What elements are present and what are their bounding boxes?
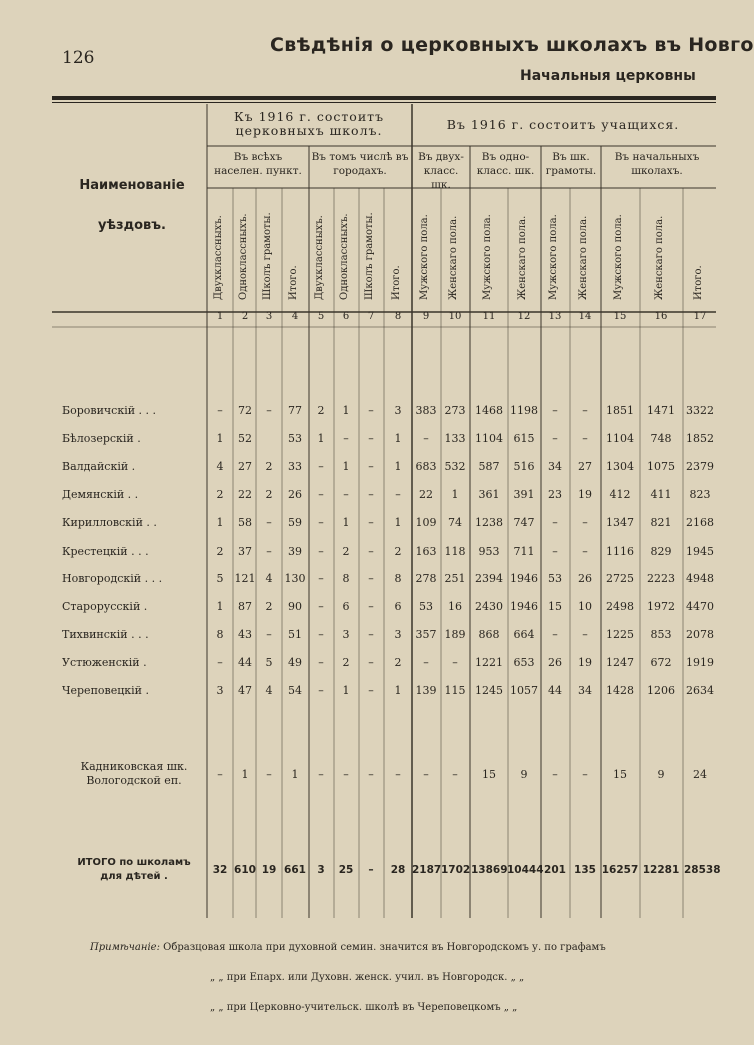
table-cell: 2223 [647, 572, 675, 585]
table-cell: 1972 [647, 600, 675, 613]
special-row-cell: – [452, 768, 458, 781]
table-cell: 54 [288, 684, 302, 697]
table-cell: 1946 [510, 600, 538, 613]
table-cell: – [552, 628, 558, 641]
column-number-13: 13 [548, 311, 562, 322]
table-cell: 115 [444, 684, 466, 697]
table-cell: 821 [650, 516, 672, 529]
table-cell: – [318, 628, 324, 641]
table-cell: 121 [234, 572, 256, 585]
special-row-cell: – [217, 768, 223, 781]
table-cell: – [368, 600, 374, 613]
table-cell: 587 [478, 460, 500, 473]
table-cell: 19 [578, 656, 592, 669]
table-cell: 44 [548, 684, 562, 697]
total-row-cell: 135 [574, 864, 596, 876]
column-header-1: Двухклассныхъ. [213, 215, 224, 300]
table-cell: 53 [288, 432, 302, 445]
table-cell: 1 [451, 488, 459, 501]
table-cell: 59 [288, 516, 302, 529]
table-cell: 8 [342, 572, 350, 585]
table-cell: – [318, 545, 324, 558]
table-row-name: Демянскій . . [62, 488, 139, 501]
table-cell: – [343, 488, 349, 501]
table-cell: 1945 [686, 545, 714, 558]
total-row-cell: 16257 [601, 864, 639, 876]
total-row-cell: 19 [261, 864, 277, 876]
subheader-literacy: Въ шк. грамоты. [545, 151, 597, 177]
table-cell: 1 [394, 684, 402, 697]
table-cell: 52 [238, 432, 252, 445]
page-subtitle: Начальныя церковны [520, 68, 696, 84]
table-cell: 2 [265, 460, 273, 473]
column-header-3: Школъ грамоты. [262, 212, 273, 300]
table-cell: 1 [394, 460, 402, 473]
table-row-name: Устюженскій . [62, 656, 147, 669]
table-cell: 39 [288, 545, 302, 558]
table-cell: 2394 [475, 572, 503, 585]
column-number-9: 9 [422, 311, 430, 322]
table-cell: 1 [342, 516, 350, 529]
column-number-12: 12 [517, 311, 531, 322]
table-cell: 4 [216, 460, 224, 473]
table-cell: 1 [342, 460, 350, 473]
special-row-cell: 15 [613, 768, 627, 781]
special-row-cell: – [582, 768, 588, 781]
column-header-7: Школъ грамоты. [364, 212, 375, 300]
table-cell: – [266, 404, 272, 417]
table-cell: 2 [342, 656, 350, 669]
table-cell: 37 [238, 545, 252, 558]
subheader-all-settlements: Въ всѣхъ населен. пункт. [214, 151, 302, 177]
table-cell: 34 [548, 460, 562, 473]
table-cell: 15 [548, 600, 562, 613]
table-cell: 1 [342, 684, 350, 697]
table-cell: 1104 [606, 432, 634, 445]
table-cell: 47 [238, 684, 252, 697]
name-column-header-2: уѣздовъ. [98, 218, 166, 233]
table-cell: – [582, 628, 588, 641]
table-cell: 6 [394, 600, 402, 613]
table-cell: 1 [216, 600, 224, 613]
table-cell: 26 [548, 656, 562, 669]
table-cell: 383 [415, 404, 437, 417]
subheader-in-towns: Въ томъ числѣ въ городахъ. [311, 151, 409, 177]
table-cell: – [368, 628, 374, 641]
column-number-1: 1 [216, 311, 224, 322]
table-cell: – [368, 572, 374, 585]
table-cell: 829 [650, 545, 672, 558]
table-cell: 3 [342, 628, 350, 641]
note-text-1: Образцовая школа при духовной семин. значится въ Новгородскомъ у. по графамъ [163, 942, 606, 953]
table-cell: 49 [288, 656, 302, 669]
column-number-17: 17 [693, 311, 707, 322]
table-cell: 683 [415, 460, 437, 473]
table-cell: 2 [394, 545, 402, 558]
table-cell: 2 [394, 656, 402, 669]
table-cell: 3 [394, 628, 402, 641]
table-cell: 391 [513, 488, 535, 501]
table-cell: 22 [238, 488, 252, 501]
column-header-12: Женскаго пола. [517, 215, 528, 300]
column-header-5: Двухклассныхъ. [314, 215, 325, 300]
table-cell: 251 [444, 572, 466, 585]
table-cell: 2634 [686, 684, 714, 697]
table-cell: 90 [288, 600, 302, 613]
table-cell: – [552, 404, 558, 417]
table-cell: – [582, 516, 588, 529]
table-cell: – [582, 432, 588, 445]
table-cell: 72 [238, 404, 252, 417]
table-cell: – [318, 488, 324, 501]
table-cell: 139 [415, 684, 437, 697]
table-cell: 748 [650, 432, 672, 445]
table-cell: 4948 [686, 572, 714, 585]
page-number: 126 [62, 48, 95, 68]
table-cell: – [266, 545, 272, 558]
total-row-cell: 610 [234, 864, 256, 876]
table-cell: 1245 [475, 684, 503, 697]
column-number-6: 6 [342, 311, 350, 322]
special-row-cell: – [423, 768, 429, 781]
table-cell: 87 [238, 600, 252, 613]
column-number-3: 3 [265, 311, 273, 322]
total-row-cell: 25 [338, 864, 354, 876]
special-row-cell: 9 [520, 768, 528, 781]
table-cell: – [318, 572, 324, 585]
table-cell: 26 [578, 572, 592, 585]
table-cell: 1304 [606, 460, 634, 473]
table-cell: 5 [265, 656, 273, 669]
total-row-cell: 661 [284, 864, 306, 876]
column-header-6: Одноклассныхъ. [339, 213, 350, 300]
subheader-primary: Въ начальныхъ школахъ. [614, 151, 700, 177]
column-number-11: 11 [482, 311, 496, 322]
table-cell: – [318, 600, 324, 613]
table-cell: 4470 [686, 600, 714, 613]
table-cell: 361 [478, 488, 500, 501]
table-cell: – [368, 684, 374, 697]
table-cell: 953 [478, 545, 500, 558]
table-cell: 33 [288, 460, 302, 473]
column-number-7: 7 [367, 311, 375, 322]
table-row-name: Бѣлозерскій . [62, 432, 141, 445]
table-cell: 74 [448, 516, 462, 529]
table-cell: 823 [689, 488, 711, 501]
table-cell: 27 [238, 460, 252, 473]
table-cell: 1221 [475, 656, 503, 669]
table-cell: 273 [444, 404, 466, 417]
table-cell: 16 [448, 600, 462, 613]
header-rule-thin [52, 102, 716, 103]
table-cell: 1851 [606, 404, 634, 417]
table-cell: 747 [513, 516, 535, 529]
table-cell: 27 [578, 460, 592, 473]
special-row-cell: – [395, 768, 401, 781]
table-cell: 4 [265, 572, 273, 585]
column-header-2: Одноклассныхъ. [238, 213, 249, 300]
table-cell: 1471 [647, 404, 675, 417]
table-cell: 2498 [606, 600, 634, 613]
table-cell: – [582, 404, 588, 417]
total-row-cell: – [368, 864, 374, 876]
table-cell: – [217, 656, 223, 669]
special-row-cell: – [368, 768, 374, 781]
table-cell: 163 [415, 545, 437, 558]
table-cell: 23 [548, 488, 562, 501]
total-row-cell: 10444 [507, 864, 544, 876]
table-cell: 77 [288, 404, 302, 417]
subheader-one-class: Въ одно-класс. шк. [476, 151, 535, 177]
table-cell: 5 [216, 572, 224, 585]
table-cell: 1225 [606, 628, 634, 641]
table-cell: 44 [238, 656, 252, 669]
page-title: Свѣдѣнія о церковныхъ школахъ въ Новго [270, 34, 754, 56]
column-header-8: Итого. [391, 265, 402, 300]
table-cell: 1919 [686, 656, 714, 669]
table-cell: 3 [216, 684, 224, 697]
table-cell: – [423, 432, 429, 445]
table-cell: 711 [513, 545, 535, 558]
table-cell: 1206 [647, 684, 675, 697]
table-cell: 130 [284, 572, 306, 585]
table-cell: 22 [419, 488, 433, 501]
table-cell: 2 [265, 488, 273, 501]
table-cell: 1 [342, 404, 350, 417]
table-cell: 1 [216, 432, 224, 445]
column-number-5: 5 [317, 311, 325, 322]
table-cell: 357 [415, 628, 437, 641]
table-cell: – [318, 684, 324, 697]
subheader-two-class: Въ двух-класс. шк. [418, 151, 464, 191]
table-cell: 1 [317, 432, 325, 445]
table-cell: 26 [288, 488, 302, 501]
table-cell: – [368, 460, 374, 473]
column-header-13: Мужского пола. [548, 214, 559, 300]
total-row-cell: 32 [212, 864, 228, 876]
table-cell: 6 [342, 600, 350, 613]
table-cell: 2 [216, 545, 224, 558]
column-header-4: Итого. [288, 265, 299, 300]
table-cell: 1247 [606, 656, 634, 669]
table-cell: – [343, 432, 349, 445]
table-cell: 19 [578, 488, 592, 501]
table-cell: 532 [444, 460, 466, 473]
column-number-4: 4 [291, 311, 299, 322]
table-cell: – [266, 628, 272, 641]
note-line-3: „ „ при Церковно-учительск. школѣ въ Череповецкомъ „ „ [210, 1002, 518, 1013]
table-row-name: Старорусскій . [62, 600, 148, 613]
table-cell: – [423, 656, 429, 669]
table-cell: – [552, 516, 558, 529]
total-row-cell: 28 [390, 864, 406, 876]
table-row-name: Боровичскій . . . [62, 404, 157, 417]
total-row-cell: 1702 [441, 864, 471, 876]
table-cell: 10 [578, 600, 592, 613]
table-cell: 664 [513, 628, 535, 641]
special-row-cell: – [318, 768, 324, 781]
table-cell: 189 [444, 628, 466, 641]
table-cell: – [582, 545, 588, 558]
table-cell: 2 [342, 545, 350, 558]
special-row-cell: 1 [291, 768, 299, 781]
table-row-name: Тихвинскій . . . [62, 628, 149, 641]
name-column-header: Наименованіе [79, 178, 185, 193]
table-cell: 1946 [510, 572, 538, 585]
note-line-1 [90, 942, 606, 953]
column-header-16: Женскаго пола. [654, 215, 665, 300]
table-cell: – [266, 516, 272, 529]
table-cell: 868 [478, 628, 500, 641]
table-cell: 109 [415, 516, 437, 529]
table-row-name: Новгородскій . . . [62, 572, 163, 585]
special-row-cell: – [552, 768, 558, 781]
table-cell: 1238 [475, 516, 503, 529]
table-cell: – [368, 516, 374, 529]
table-cell: 1 [394, 432, 402, 445]
table-cell: 2 [216, 488, 224, 501]
table-cell: 1 [216, 516, 224, 529]
table-cell: 2168 [686, 516, 714, 529]
table-cell: 1116 [606, 545, 634, 558]
table-cell: – [217, 404, 223, 417]
table-cell: – [552, 545, 558, 558]
table-cell: 8 [394, 572, 402, 585]
table-cell: 1 [394, 516, 402, 529]
note-label: Примѣчаніе: [90, 942, 160, 953]
column-number-14: 14 [578, 311, 592, 322]
table-row-name: Кирилловскій . . [62, 516, 157, 529]
table-cell: 653 [513, 656, 535, 669]
table-cell: 2725 [606, 572, 634, 585]
table-cell: 2 [265, 600, 273, 613]
table-cell: 412 [609, 488, 631, 501]
column-header-10: Женскаго пола. [448, 215, 459, 300]
column-header-15: Мужского пола. [613, 214, 624, 300]
special-row-cell: 1 [241, 768, 249, 781]
table-cell: 53 [419, 600, 433, 613]
table-cell: – [318, 460, 324, 473]
table-cell: 1468 [475, 404, 503, 417]
total-row-cell: 201 [544, 864, 566, 876]
column-header-14: Женскаго пола. [578, 215, 589, 300]
table-cell: 2430 [475, 600, 503, 613]
table-cell: – [395, 488, 401, 501]
table-cell: 853 [650, 628, 672, 641]
table-cell: 4 [265, 684, 273, 697]
table-cell: 43 [238, 628, 252, 641]
table-cell: 2379 [686, 460, 714, 473]
special-row-cell: 15 [482, 768, 496, 781]
total-row-cell: 3 [317, 864, 325, 876]
total-row-cell: 2187 [412, 864, 442, 876]
table-cell: – [368, 488, 374, 501]
table-cell: 2 [317, 404, 325, 417]
table-cell: – [368, 432, 374, 445]
table-cell: 118 [444, 545, 466, 558]
table-cell: 278 [415, 572, 437, 585]
table-cell: 672 [650, 656, 672, 669]
table-cell: – [452, 656, 458, 669]
table-cell: 3322 [686, 404, 714, 417]
table-cell: 1198 [510, 404, 538, 417]
table-cell: 2078 [686, 628, 714, 641]
table-cell: 1075 [647, 460, 675, 473]
column-number-8: 8 [394, 311, 402, 322]
table-cell: – [318, 656, 324, 669]
table-cell: 53 [548, 572, 562, 585]
table-cell: 1104 [475, 432, 503, 445]
group-header-pupils: Въ 1916 г. состоитъ учащихся. [446, 117, 680, 132]
table-cell: 133 [444, 432, 466, 445]
column-number-2: 2 [241, 311, 249, 322]
header-rule-thick [52, 96, 716, 100]
special-row-cell: 24 [693, 768, 707, 781]
column-header-17: Итого. [693, 265, 704, 300]
column-number-15: 15 [613, 311, 627, 322]
total-row-cell: 13869 [471, 864, 508, 876]
total-row-name-2: для дѣтей . [100, 871, 168, 882]
table-cell: – [552, 432, 558, 445]
table-cell: – [318, 516, 324, 529]
table-cell: – [368, 545, 374, 558]
table-cell: 1057 [510, 684, 538, 697]
table-row-name: Череповецкій . [62, 684, 150, 697]
table-cell: 3 [394, 404, 402, 417]
table-cell: – [368, 656, 374, 669]
special-row-cell: – [266, 768, 272, 781]
column-number-10: 10 [448, 311, 462, 322]
column-header-11: Мужского пола. [482, 214, 493, 300]
special-row-name-1: Кадниковская шк. [80, 760, 188, 773]
table-cell: – [368, 404, 374, 417]
table-cell: 615 [513, 432, 535, 445]
table-row-name: Валдайскій . [62, 460, 136, 473]
total-row-name-1: ИТОГО по школамъ [77, 857, 191, 868]
table-cell: 34 [578, 684, 592, 697]
column-number-16: 16 [654, 311, 668, 322]
special-row-name-2: Вологодской еп. [86, 774, 182, 787]
group-header-schools: Къ 1916 г. состоитъ церковныхъ школъ. [233, 109, 385, 138]
table-cell: 51 [288, 628, 302, 641]
table-cell: 1347 [606, 516, 634, 529]
table-cell: 1852 [686, 432, 714, 445]
table-cell: 516 [513, 460, 535, 473]
table-cell: 411 [650, 488, 672, 501]
table-cell: 1428 [606, 684, 634, 697]
special-row-cell: – [343, 768, 349, 781]
special-row-cell: 9 [657, 768, 665, 781]
total-row-cell: 28538 [684, 864, 721, 876]
table-cell: 8 [216, 628, 224, 641]
column-header-9: Мужского пола. [419, 214, 430, 300]
note-line-2: „ „ при Епарх. или Духовн. женск. учил. въ Новгородск. „ „ [210, 972, 525, 983]
table-cell: 58 [238, 516, 252, 529]
total-row-cell: 12281 [642, 864, 680, 876]
table-row-name: Крестецкій . . . [62, 545, 149, 558]
